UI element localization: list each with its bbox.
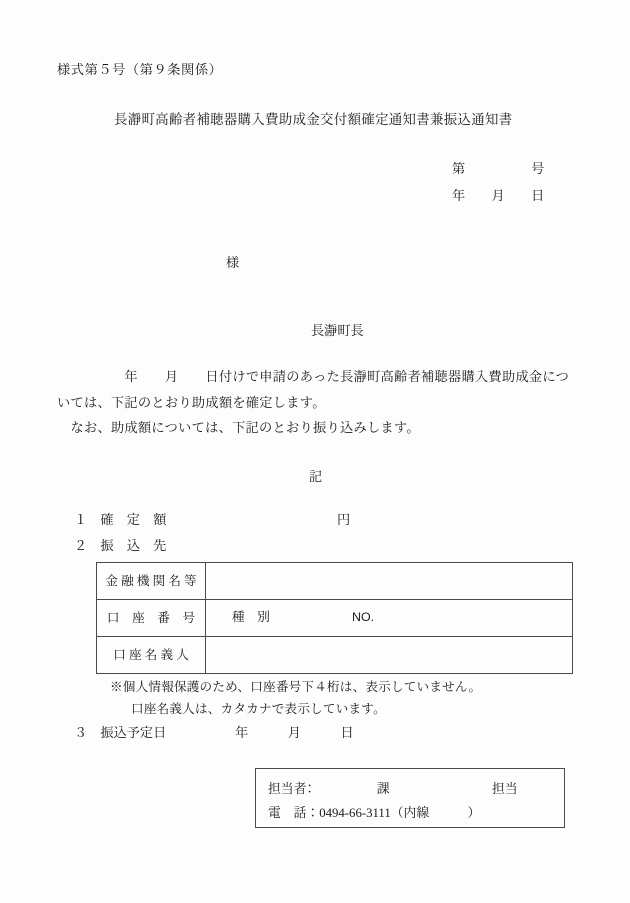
form-number-header: 様式第５号（第９条関係） bbox=[57, 62, 223, 77]
table-row bbox=[97, 637, 573, 674]
bank-account-table bbox=[96, 562, 573, 674]
item-transfer-destination-label: ２ 振 込 先 bbox=[74, 538, 167, 553]
contact-info-box bbox=[255, 768, 565, 828]
document-title: 長瀞町高齢者補聴器購入費助成金交付額確定通知書兼振込通知書 bbox=[114, 112, 513, 127]
body-paragraph-line-2: いては、下記のとおり助成額を確定します。 bbox=[57, 395, 326, 410]
item-confirmed-amount-label: １ 確 定 額 bbox=[74, 512, 167, 527]
account-holder-label: 口 座 名 義 人 bbox=[97, 637, 206, 674]
body-paragraph-line-3: なお、助成額については、下記のとおり振り込みします。 bbox=[57, 420, 420, 435]
account-holder-value bbox=[206, 637, 573, 674]
document-number-field: 第 号 bbox=[452, 161, 545, 176]
recipient-name-field: 様 bbox=[226, 255, 240, 270]
contact-phone-line: 電 話：0494-66-3111（内線 ） bbox=[268, 806, 481, 820]
item-confirmed-amount-unit: 円 bbox=[337, 512, 351, 527]
issuer-name: 長瀞町長 bbox=[311, 323, 364, 338]
privacy-note-line-1: ※個人情報保護のため、口座番号下４桁は、表示していません。 bbox=[110, 680, 482, 694]
account-no-label: NO. bbox=[352, 610, 375, 624]
ki-section-marker: 記 bbox=[309, 469, 323, 484]
account-type-label: 種 別 bbox=[232, 610, 270, 624]
contact-person-line: 担当者： 課 担当 bbox=[268, 782, 518, 796]
table-row bbox=[97, 563, 573, 600]
table-row bbox=[97, 600, 573, 637]
bank-name-value bbox=[206, 563, 573, 600]
item-scheduled-transfer-date-field: 年 月 日 bbox=[235, 725, 354, 740]
account-number-value bbox=[206, 600, 573, 637]
item-scheduled-transfer-date-label: ３ 振込予定日 bbox=[74, 725, 167, 740]
privacy-note-line-2: 口座名義人は、カタカナで表示しています。 bbox=[131, 702, 386, 716]
document-date-field: 年 月 日 bbox=[452, 188, 545, 203]
account-number-inner bbox=[214, 611, 572, 625]
bank-name-label: 金 融 機 関 名 等 bbox=[97, 563, 206, 600]
account-number-label: 口 座 番 号 bbox=[97, 600, 206, 637]
body-paragraph-line-1: 年 月 日付けで申請のあった長瀞町高齢者補聴器購入費助成金につ bbox=[57, 369, 570, 384]
